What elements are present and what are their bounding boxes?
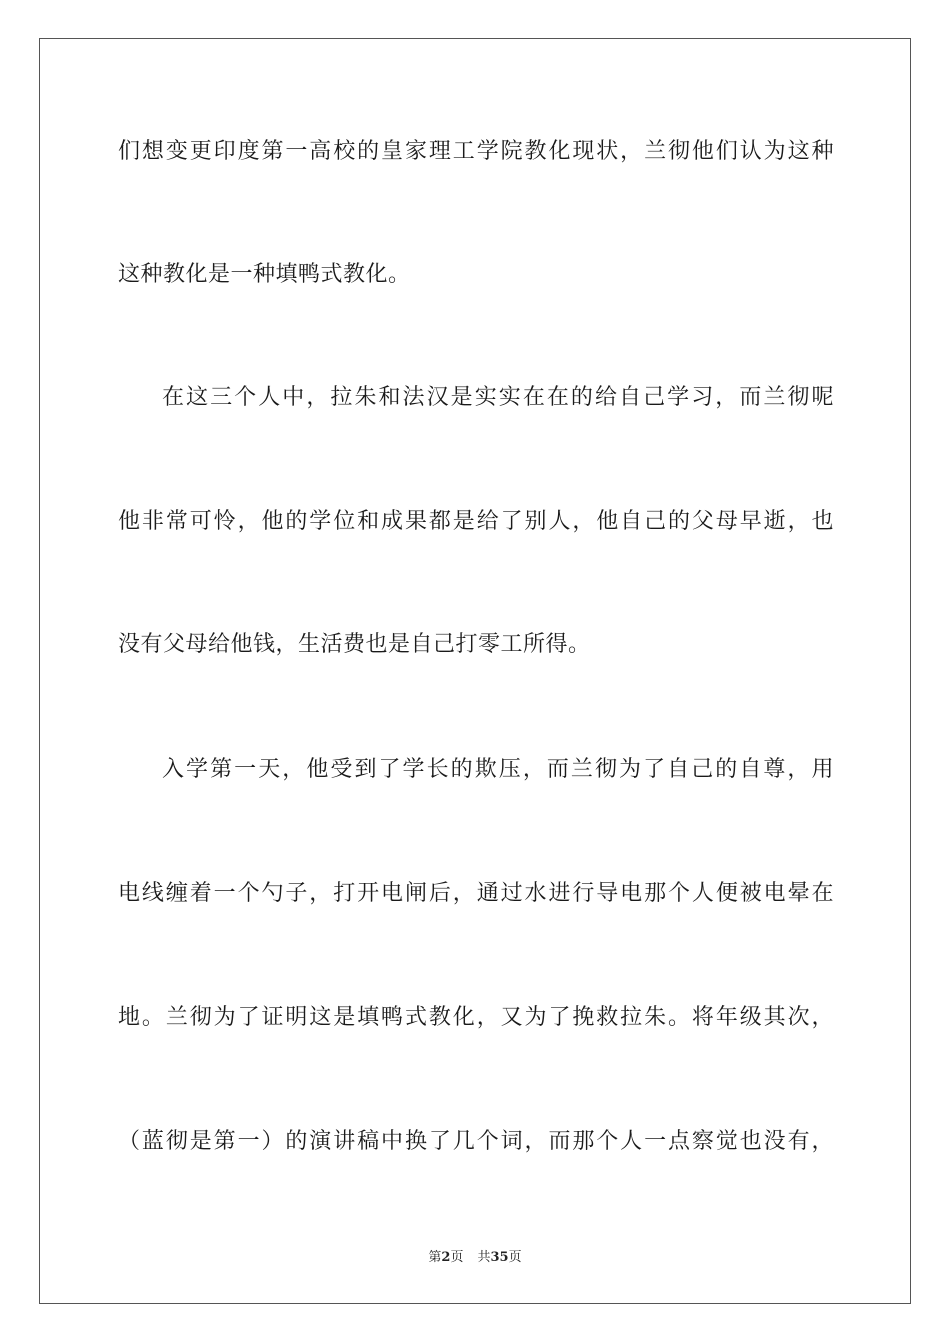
paragraph-line-9: （蓝彻是第一）的演讲稿中换了几个词，而那个人一点察觉也没有，: [118, 1129, 834, 1154]
paragraph-line-3: 在这三个人中，拉朱和法汉是实实在在的给自己学习，而兰彻呢: [162, 385, 834, 410]
page-border: [39, 38, 911, 1304]
page-prefix: 第: [428, 1250, 442, 1265]
total-prefix: 共: [477, 1250, 491, 1265]
page-number: 2: [441, 1250, 451, 1265]
total-suffix: 页: [508, 1250, 522, 1265]
paragraph-line-6: 入学第一天，他受到了学长的欺压，而兰彻为了自己的自尊，用: [162, 757, 834, 782]
paragraph-line-1: 们想变更印度第一高校的皇家理工学院教化现状，兰彻他们认为这种: [118, 139, 834, 164]
paragraph-line-8: 地。兰彻为了证明这是填鸭式教化，又为了挽救拉朱。将年级其次，: [118, 1005, 834, 1030]
page-footer: [0, 1246, 950, 1265]
paragraph-line-4: 他非常可怜，他的学位和成果都是给了别人，他自己的父母早逝，也: [118, 509, 834, 534]
paragraph-line-2: 这种教化是一种填鸭式教化。: [118, 262, 411, 287]
total-pages: 35: [490, 1250, 509, 1265]
paragraph-line-5: 没有父母给他钱，生活费也是自己打零工所得。: [118, 632, 591, 657]
paragraph-line-7: 电线缠着一个勺子，打开电闸后，通过水进行导电那个人便被电晕在: [118, 881, 834, 906]
page-suffix: 页: [450, 1250, 464, 1265]
